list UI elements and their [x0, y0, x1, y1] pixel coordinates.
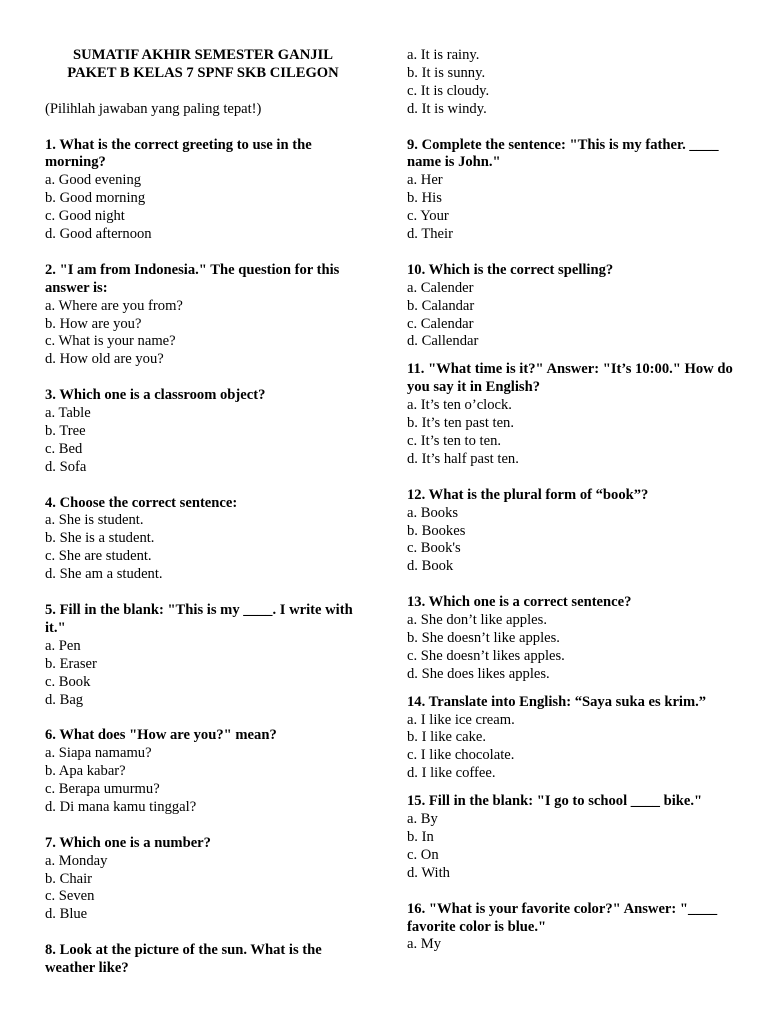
- question-9: [407, 137, 737, 244]
- option-b: b. How are you?: [45, 315, 142, 332]
- question-text: 2. "I am from Indonesia." The question for this answer is:: [45, 261, 340, 296]
- option-b: b. Chair: [45, 870, 93, 887]
- option-c: c. Good night: [45, 208, 125, 225]
- option-b: b. In: [407, 829, 434, 845]
- question-text: 3. Which one is a classroom object?: [45, 387, 266, 404]
- option-d: d. Book: [407, 558, 454, 575]
- option-d: d. Bag: [45, 691, 84, 708]
- right-column: [407, 47, 737, 954]
- option-d: d. Good afternoon: [45, 226, 152, 243]
- title-line-2: PAKET B KELAS 7 SPNF SKB CILEGON: [67, 64, 339, 81]
- option-b: b. Apa kabar?: [45, 763, 126, 780]
- question-text: 9. Complete the sentence: "This is my father. ____ name is John.": [407, 136, 719, 171]
- option-d: d. It’s half past ten.: [407, 450, 519, 467]
- option-d: d. She does likes apples.: [407, 665, 550, 682]
- option-a: a. Siapa namamu?: [45, 745, 152, 762]
- instruction: (Pilihlah jawaban yang paling tepat!): [45, 100, 262, 117]
- option-b: b. Tree: [45, 422, 86, 439]
- question-text: 16. "What is your favorite color?" Answer: "____ favorite color is blue.": [407, 900, 718, 935]
- option-b: b. It is sunny.: [407, 64, 486, 81]
- option-c: c. I like chocolate.: [407, 747, 515, 764]
- question-10: [407, 262, 737, 352]
- question-text: 10. Which is the correct spelling?: [407, 261, 614, 278]
- option-c: c. Book's: [407, 540, 461, 557]
- option-d: d. Di mana kamu tinggal?: [45, 798, 197, 815]
- question-3: [45, 387, 365, 477]
- option-c: c. Your: [407, 208, 449, 225]
- question-text: 12. What is the plural form of “book”?: [407, 486, 649, 503]
- question-8: [45, 942, 365, 978]
- option-c: c. On: [407, 846, 439, 863]
- option-a: a. She don’t like apples.: [407, 612, 547, 629]
- question-4: [45, 495, 365, 585]
- option-b: b. His: [407, 190, 442, 207]
- option-a: a. Calender: [407, 279, 474, 296]
- option-a: a. By: [407, 811, 438, 828]
- option-c: c. Berapa umurmu?: [45, 781, 160, 798]
- option-d: d. How old are you?: [45, 351, 164, 368]
- document-title: [45, 47, 361, 83]
- option-a: a. Where are you from?: [45, 297, 183, 314]
- option-d: d. I like coffee.: [407, 765, 496, 782]
- option-d: d. With: [407, 864, 450, 881]
- question-text: 13. Which one is a correct sentence?: [407, 594, 632, 611]
- option-a: a. Pen: [45, 637, 81, 654]
- option-c: c. Calendar: [407, 315, 474, 332]
- option-b: b. Bookes: [407, 522, 466, 539]
- option-b: b. It’s ten past ten.: [407, 415, 515, 432]
- question-15: [407, 793, 737, 883]
- option-b: b. Calandar: [407, 297, 475, 314]
- option-b: b. Eraser: [45, 655, 97, 672]
- option-a: a. It is rainy.: [407, 47, 480, 63]
- question-text: 15. Fill in the blank: "I go to school ____ bike.": [407, 793, 703, 810]
- question-12: [407, 487, 737, 577]
- question-text: 14. Translate into English: “Saya suka es krim.”: [407, 693, 707, 710]
- option-b: b. She is a student.: [45, 530, 155, 547]
- option-d: d. Callendar: [407, 333, 479, 350]
- question-text: 8. Look at the picture of the sun. What is the weather like?: [45, 942, 322, 977]
- option-c: c. It is cloudy.: [407, 82, 490, 99]
- question-1: [45, 137, 365, 244]
- option-d: d. Their: [407, 226, 453, 243]
- option-a: a. Her: [407, 172, 443, 189]
- option-d: d. It is windy.: [407, 100, 487, 117]
- question-text: 7. Which one is a number?: [45, 834, 211, 851]
- question-text: 11. "What time is it?" Answer: "It’s 10:00." How do you say it in English?: [407, 361, 733, 396]
- question-8-options: [407, 47, 737, 119]
- option-b: b. Good morning: [45, 190, 146, 207]
- option-c: c. She are student.: [45, 548, 152, 565]
- option-d: d. She am a student.: [45, 566, 163, 583]
- question-6: [45, 727, 365, 817]
- option-c: c. Seven: [45, 888, 95, 905]
- question-13: [407, 594, 737, 684]
- option-c: c. She doesn’t likes apples.: [407, 647, 565, 664]
- question-text: 4. Choose the correct sentence:: [45, 494, 238, 511]
- question-text: 6. What does "How are you?" mean?: [45, 727, 277, 744]
- option-d: d. Sofa: [45, 458, 87, 475]
- option-c: c. What is your name?: [45, 333, 176, 350]
- option-d: d. Blue: [45, 906, 88, 923]
- option-b: b. She doesn’t like apples.: [407, 629, 560, 646]
- question-2: [45, 262, 365, 369]
- question-text: 5. Fill in the blank: "This is my ____. I write with it.": [45, 602, 353, 636]
- left-column: [45, 47, 365, 978]
- option-a: a. Table: [45, 405, 91, 422]
- option-a: a. Books: [407, 504, 459, 521]
- option-b: b. I like cake.: [407, 729, 487, 746]
- option-a: a. I like ice cream.: [407, 711, 515, 728]
- option-c: c. Book: [45, 673, 91, 690]
- title-line-1: SUMATIF AKHIR SEMESTER GANJIL: [73, 47, 333, 63]
- option-a: a. She is student.: [45, 512, 144, 529]
- option-a: a. Good evening: [45, 172, 142, 189]
- option-c: c. Bed: [45, 440, 83, 457]
- option-a: a. It’s ten o’clock.: [407, 397, 512, 414]
- option-a: a. My: [407, 936, 442, 953]
- question-11: [407, 361, 737, 468]
- option-a: a. Monday: [45, 852, 108, 869]
- question-16: [407, 901, 737, 955]
- question-text: 1. What is the correct greeting to use in the morning?: [45, 136, 312, 171]
- question-7: [45, 835, 365, 925]
- option-c: c. It’s ten to ten.: [407, 433, 502, 449]
- question-5: [45, 602, 365, 709]
- question-14: [407, 694, 737, 784]
